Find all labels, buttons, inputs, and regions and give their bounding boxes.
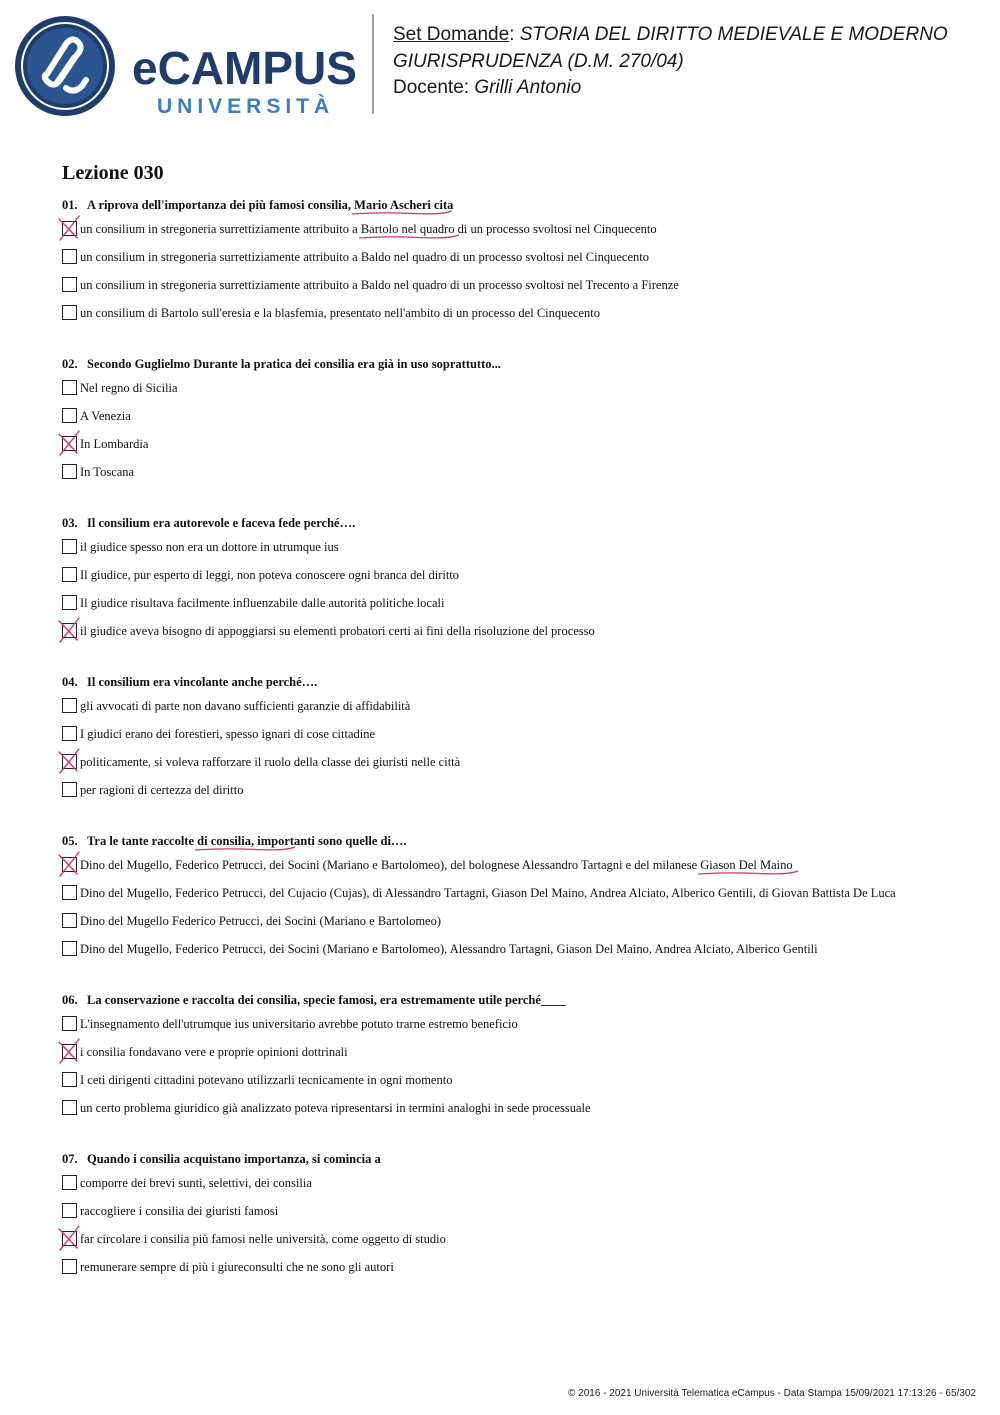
answer-checkbox[interactable] xyxy=(62,408,77,423)
answer-option[interactable] xyxy=(62,1071,982,1099)
question-text: 04. Il consilium era vincolante anche perché…. xyxy=(62,675,318,689)
answer-option[interactable] xyxy=(62,940,982,968)
answer-checkbox[interactable] xyxy=(62,782,77,797)
handwritten-check-icon xyxy=(55,1036,87,1068)
answer-label: raccogliere i consilia dei giuristi famosi xyxy=(80,1204,279,1218)
answer-option[interactable] xyxy=(62,220,982,248)
question-text: 02. Secondo Guglielmo Durante la pratica dei consilia era già in uso soprattutto... xyxy=(62,357,501,371)
question-2 xyxy=(62,355,982,491)
answer-label: Nel regno di Sicilia xyxy=(80,381,178,395)
answer-option[interactable] xyxy=(62,781,982,809)
answer-checkbox[interactable] xyxy=(62,754,77,769)
answer-label: un consilium in stregoneria surrettiziamente attribuito a Bartolo nel quadro di un processo svoltosi nel Cinquecento xyxy=(80,222,657,236)
answer-label: i consilia fondavano vere e proprie opinioni dottrinali xyxy=(80,1045,348,1059)
answer-checkbox[interactable] xyxy=(62,1259,77,1274)
answer-label: un certo problema giuridico già analizzato poteva ripresentarsi in termini analoghi in sede processuale xyxy=(80,1101,591,1115)
header-divider xyxy=(372,14,374,114)
answer-option[interactable] xyxy=(62,1258,982,1286)
question-list xyxy=(62,196,982,1286)
question-number: 02. xyxy=(62,357,78,371)
handwritten-check-icon xyxy=(55,615,87,647)
answer-label: remunerare sempre di più i giureconsulti che ne sono gli autori xyxy=(80,1260,394,1274)
question-number: 04. xyxy=(62,675,78,689)
question-1 xyxy=(62,196,982,332)
answer-option[interactable] xyxy=(62,463,982,491)
answer-checkbox[interactable] xyxy=(62,277,77,292)
answer-option[interactable] xyxy=(62,304,982,332)
answer-option[interactable] xyxy=(62,566,982,594)
answer-checkbox[interactable] xyxy=(62,857,77,872)
answer-checkbox[interactable] xyxy=(62,1231,77,1246)
handwritten-check-icon xyxy=(55,849,87,881)
question-text: 01. A riprova dell'importanza dei più famosi consilia, Mario Ascheri cita xyxy=(62,196,982,214)
answer-label: per ragioni di certezza del diritto xyxy=(80,783,244,797)
answer-label: un consilium in stregoneria surrettiziamente attribuito a Baldo nel quadro di un processo svoltosi nel Cinquecento xyxy=(80,250,649,264)
handwritten-check-icon xyxy=(55,428,87,460)
highlighted-text: Mario Ascheri xyxy=(354,198,431,212)
handwritten-check-icon xyxy=(55,213,87,245)
answer-checkbox[interactable] xyxy=(62,249,77,264)
answer-checkbox[interactable] xyxy=(62,1203,77,1218)
answer-label: Dino del Mugello, Federico Petrucci, del Cujacio (Cujas), di Alessandro Tartagni, Giason Del Maino, Andrea Alciato, Alberico Gentili, di Giovan Battista De Luca xyxy=(80,886,896,900)
answer-label: Dino del Mugello Federico Petrucci, dei Socini (Mariano e Bartolomeo) xyxy=(80,914,442,928)
answer-option[interactable] xyxy=(62,725,982,753)
set-info: Set Domande: STORIA DEL DIRITTO MEDIEVALE E MODERNO GIURISPRUDENZA (D.M. 270/04) Docente: Grilli Antonio xyxy=(393,24,948,98)
question-text: 06. La conservazione e raccolta dei consilia, specie famosi, era estremamente utile perché____ xyxy=(62,993,566,1007)
highlighted-text: Bartolo xyxy=(361,222,399,236)
answer-option[interactable] xyxy=(62,276,982,304)
answer-option[interactable] xyxy=(62,1015,982,1043)
question-number: 07. xyxy=(62,1152,78,1166)
teacher-name: Grilli Antonio xyxy=(474,77,582,98)
teacher-label: Docente: xyxy=(393,77,470,98)
answer-checkbox[interactable] xyxy=(62,539,77,554)
answer-checkbox[interactable] xyxy=(62,1044,77,1059)
answer-label: Il giudice risultava facilmente influenzabile dalle autorità politiche locali xyxy=(80,596,445,610)
answer-label: un consilium di Bartolo sull'eresia e la blasfemia, presentato nell'ambito di un processo del Cinquecento xyxy=(80,306,601,320)
highlighted-text: di consilia xyxy=(197,834,251,848)
answer-option[interactable] xyxy=(62,379,982,407)
answer-checkbox[interactable] xyxy=(62,221,77,236)
question-3 xyxy=(62,514,982,650)
answer-checkbox[interactable] xyxy=(62,698,77,713)
answer-label: In Lombardia xyxy=(80,437,149,451)
answer-label: un consilium in stregoneria surrettiziamente attribuito a Baldo nel quadro di un processo svoltosi nel Trecento a Firenze xyxy=(80,278,679,292)
answer-checkbox[interactable] xyxy=(62,913,77,928)
answer-label: L'insegnamento dell'utrumque ius universitario avrebbe potuto trarne estremo beneficio xyxy=(80,1017,518,1031)
answer-option[interactable] xyxy=(62,435,982,463)
answer-checkbox[interactable] xyxy=(62,436,77,451)
answer-option[interactable] xyxy=(62,594,982,622)
answer-label: il giudice aveva bisogno di appoggiarsi su elementi probatori certi ai fini della risoluzione del processo xyxy=(80,624,595,638)
answer-label: I ceti dirigenti cittadini potevano utilizzarli tecnicamente in ogni momento xyxy=(80,1073,453,1087)
answer-checkbox[interactable] xyxy=(62,305,77,320)
question-5 xyxy=(62,832,982,968)
answer-label: gli avvocati di parte non davano sufficienti garanzie di affidabilità xyxy=(80,699,411,713)
handwritten-underline xyxy=(195,846,295,852)
answer-checkbox[interactable] xyxy=(62,1072,77,1087)
answer-option[interactable] xyxy=(62,622,982,650)
question-4 xyxy=(62,673,982,809)
course-name: STORIA DEL DIRITTO MEDIEVALE E MODERNO xyxy=(519,24,948,45)
answer-label: Il giudice, pur esperto di leggi, non poteva conoscere ogni branca del diritto xyxy=(80,568,460,582)
logo-brand: eCAMPUS xyxy=(132,42,357,94)
answer-option[interactable] xyxy=(62,912,982,940)
answer-label: politicamente, si voleva rafforzare il ruolo della classe dei giuristi nelle città xyxy=(80,755,461,769)
page-header xyxy=(0,0,1000,130)
question-7 xyxy=(62,1150,982,1286)
answer-option[interactable] xyxy=(62,1099,982,1127)
answer-checkbox[interactable] xyxy=(62,941,77,956)
set-label: Set Domande xyxy=(393,24,510,45)
page-footer: © 2016 - 2021 Università Telematica eCampus - Data Stampa 15/09/2021 17:13:26 - 65/302 xyxy=(568,1388,976,1399)
answer-option[interactable] xyxy=(62,538,982,566)
answer-option[interactable] xyxy=(62,1202,982,1230)
answer-checkbox[interactable] xyxy=(62,1100,77,1115)
answer-label: A Venezia xyxy=(80,409,131,423)
handwritten-check-icon xyxy=(55,1223,87,1255)
question-number: 06. xyxy=(62,993,78,1007)
answer-option[interactable] xyxy=(62,248,982,276)
answer-checkbox[interactable] xyxy=(62,380,77,395)
answer-label: far circolare i consilia più famosi nelle università, come oggetto di studio xyxy=(80,1232,446,1246)
answer-option[interactable] xyxy=(62,1174,982,1202)
answer-option[interactable] xyxy=(62,1043,982,1071)
answer-label: comporre dei brevi sunti, selettivi, dei consilia xyxy=(80,1176,312,1190)
handwritten-underline xyxy=(698,870,798,876)
degree: GIURISPRUDENZA (D.M. 270/04) xyxy=(393,50,684,72)
answer-option[interactable] xyxy=(62,407,982,435)
question-number: 01. xyxy=(62,198,78,212)
answer-option[interactable] xyxy=(62,753,982,781)
handwritten-underline xyxy=(352,210,452,216)
lesson-title: Lezione 030 xyxy=(62,162,164,184)
ecampus-logo xyxy=(14,14,359,119)
answer-label: il giudice spesso non era un dottore in utrumque ius xyxy=(80,540,339,554)
question-text: 07. Quando i consilia acquistano importanza, si comincia a xyxy=(62,1152,381,1166)
answer-label: I giudici erano dei forestieri, spesso ignari di cose cittadine xyxy=(80,727,376,741)
answer-label: Dino del Mugello, Federico Petrucci, dei Socini (Mariano e Bartolomeo), Alessandro Tartagni, Giason Del Maino, Andrea Alciato, Alberico Gentili xyxy=(80,942,818,956)
highlighted-text: Giason Del Maino xyxy=(700,858,792,872)
answer-option[interactable] xyxy=(62,856,982,884)
question-6 xyxy=(62,991,982,1127)
handwritten-check-icon xyxy=(55,746,87,778)
answer-checkbox[interactable] xyxy=(62,464,77,479)
answer-option[interactable] xyxy=(62,1230,982,1258)
answer-checkbox[interactable] xyxy=(62,885,77,900)
answer-option[interactable] xyxy=(62,884,982,912)
answer-checkbox[interactable] xyxy=(62,1175,77,1190)
answer-checkbox[interactable] xyxy=(62,567,77,582)
question-number: 05. xyxy=(62,834,78,848)
answer-checkbox[interactable] xyxy=(62,726,77,741)
answer-checkbox[interactable] xyxy=(62,595,77,610)
question-number: 03. xyxy=(62,516,78,530)
answer-checkbox[interactable] xyxy=(62,1016,77,1031)
answer-label: Dino del Mugello, Federico Petrucci, dei Socini (Mariano e Bartolomeo), del bolognese Alessandro Tartagni e del milanese Giason Del Maino xyxy=(80,858,793,872)
logo-sub: UNIVERSITÀ xyxy=(157,95,335,118)
question-text: 05. Tra le tante raccolte di consilia , importanti sono quelle di…. xyxy=(62,832,982,850)
answer-label: In Toscana xyxy=(80,465,135,479)
question-text: 03. Il consilium era autorevole e faceva fede perché…. xyxy=(62,516,356,530)
handwritten-underline xyxy=(359,234,459,240)
answer-checkbox[interactable] xyxy=(62,623,77,638)
answer-option[interactable] xyxy=(62,697,982,725)
question-set xyxy=(62,160,982,1309)
